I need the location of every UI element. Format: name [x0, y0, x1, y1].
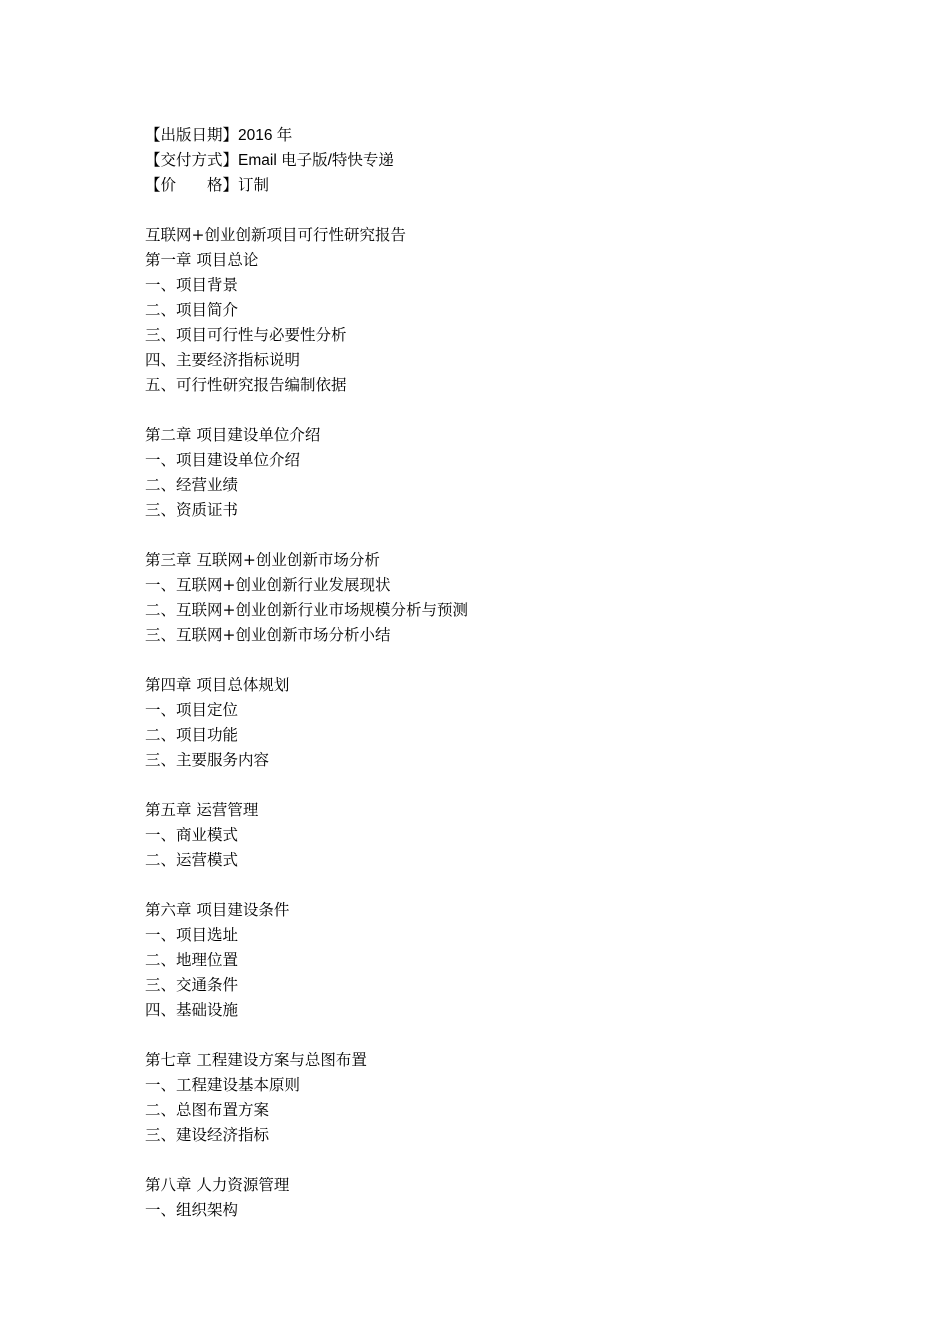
- table-of-contents: [145, 248, 845, 1223]
- spacer: [145, 648, 845, 673]
- section-item: 一、项目定位: [145, 701, 239, 719]
- meta-value: 2016 年: [238, 127, 293, 144]
- section-item: 一、项目建设单位介绍: [145, 451, 301, 469]
- section-item: 一、组织架构: [145, 1201, 239, 1219]
- chapter-title: 第二章 项目建设单位介绍: [145, 426, 321, 444]
- section-item: 三、建设经济指标: [145, 1126, 270, 1144]
- spacer: [145, 873, 845, 898]
- meta-key: 【出版日期】: [145, 126, 239, 144]
- chapter-title: 第七章 工程建设方案与总图布置: [145, 1051, 367, 1069]
- section-item: 二、项目简介: [145, 301, 239, 319]
- section-item: 二、运营模式: [145, 851, 239, 869]
- document-page: [145, 123, 845, 1223]
- section-item: 二、地理位置: [145, 951, 239, 969]
- section-item: 二、总图布置方案: [145, 1101, 270, 1119]
- meta-delivery: [145, 148, 845, 173]
- section-item: 三、主要服务内容: [145, 751, 270, 769]
- section-item: 五、可行性研究报告编制依据: [145, 376, 347, 394]
- chapter-title: 第八章 人力资源管理: [145, 1176, 290, 1194]
- meta-value: 订制: [238, 176, 270, 194]
- section-item: 一、工程建设基本原则: [145, 1076, 301, 1094]
- chapter-title: 第一章 项目总论: [145, 251, 259, 269]
- section-item: 一、项目背景: [145, 276, 239, 294]
- meta-block: [145, 123, 845, 198]
- meta-price: [145, 173, 845, 198]
- chapter-title: 第四章 项目总体规划: [145, 676, 290, 694]
- spacer: [145, 773, 845, 798]
- spacer: [145, 198, 845, 223]
- section-item: 四、基础设施: [145, 1001, 239, 1019]
- section-item: 三、交通条件: [145, 976, 239, 994]
- meta-value: Email 电子版/特快专递: [238, 152, 394, 169]
- section-item: 二、项目功能: [145, 726, 239, 744]
- section-item: 三、项目可行性与必要性分析: [145, 326, 347, 344]
- section-item: 一、商业模式: [145, 826, 239, 844]
- chapter-title: 第三章 互联网+创业创新市场分析: [145, 551, 380, 569]
- section-item: 一、项目选址: [145, 926, 239, 944]
- spacer: [145, 1023, 845, 1048]
- spacer: [145, 398, 845, 423]
- section-item: 二、互联网+创业创新行业市场规模分析与预测: [145, 601, 468, 619]
- spacer: [145, 1148, 845, 1173]
- section-item: 四、主要经济指标说明: [145, 351, 301, 369]
- chapter-title: 第五章 运营管理: [145, 801, 259, 819]
- spacer: [145, 523, 845, 548]
- section-item: 三、互联网+创业创新市场分析小结: [145, 626, 391, 644]
- section-item: 三、资质证书: [145, 501, 239, 519]
- chapter-title: 第六章 项目建设条件: [145, 901, 290, 919]
- report-title: 互联网+创业创新项目可行性研究报告: [145, 226, 406, 244]
- meta-publish-date: [145, 123, 845, 148]
- section-item: 一、互联网+创业创新行业发展现状: [145, 576, 391, 594]
- meta-key: 【价 格】: [145, 176, 239, 194]
- section-item: 二、经营业绩: [145, 476, 239, 494]
- meta-key: 【交付方式】: [145, 151, 239, 169]
